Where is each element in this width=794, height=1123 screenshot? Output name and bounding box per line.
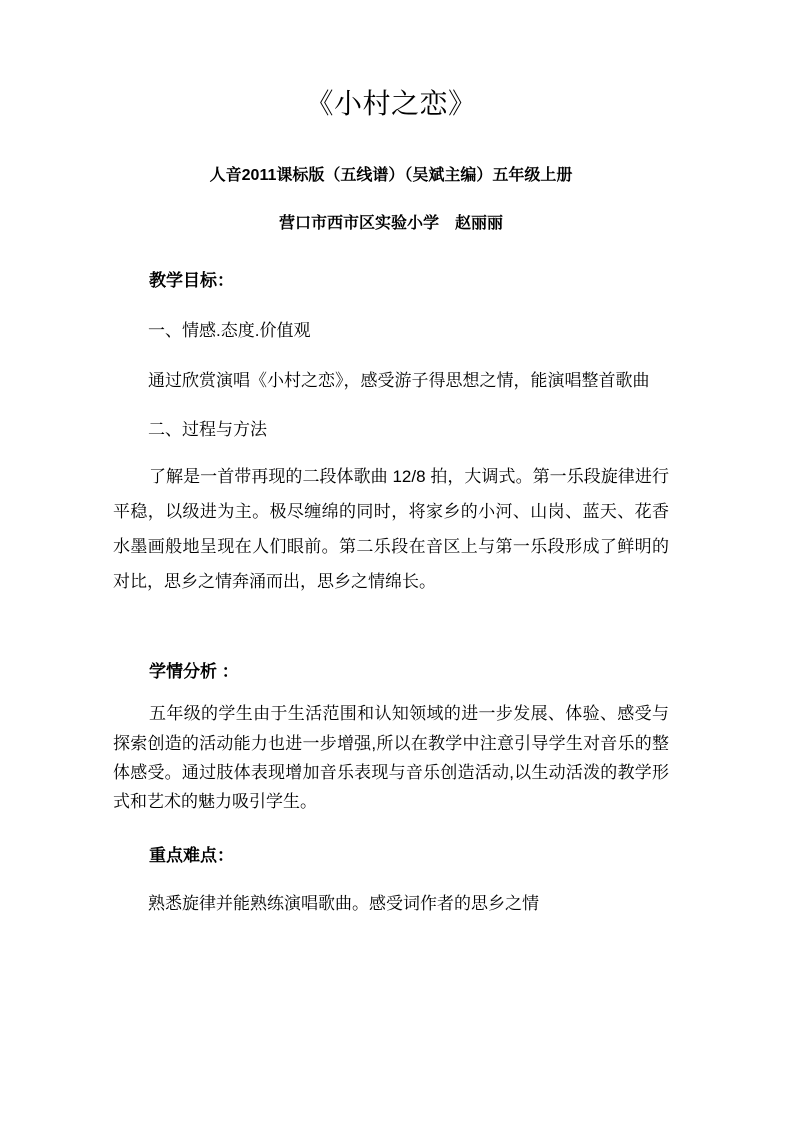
spacer: [113, 293, 669, 319]
objective-two-label: 二、过程与方法: [148, 420, 267, 440]
objective-one-label: 一、情感.态度.价值观: [148, 320, 311, 340]
spacer: [113, 600, 669, 660]
subtitle-author: 营口市西市区实验小学 赵丽丽: [278, 215, 503, 233]
objective-one-body: 通过欣赏演唱《小村之恋》，感受游子得思想之情，能演唱整首歌曲: [148, 370, 650, 390]
spacer: [113, 235, 669, 269]
spacer: [113, 392, 669, 418]
spacer: [113, 683, 669, 699]
heading-key-difficulties: 重点难点：: [149, 846, 234, 866]
student-analysis-body: 五年级的学生由于生活范围和认知领域的进一步发展、体验、感受与探索创造的活动能力也进一步增强,所以在教学中注意引导学生对音乐的整体感受。通过肢体表现增加音乐表现与音乐创造活动,以生动活泼的教学形式和艺术的魅力吸引学生。: [113, 704, 669, 812]
spacer: [113, 343, 669, 369]
page-title: 《小村之恋》: [305, 89, 477, 120]
heading-student-analysis: 学情分析 ：: [149, 661, 239, 681]
document-content: [113, 0, 669, 916]
spacer: [113, 816, 669, 844]
key-difficulties-body: 熟悉旋律并能熟练演唱歌曲。感受词作者的思乡之情: [148, 894, 539, 914]
spacer: [113, 868, 669, 892]
objective-two-body: 了解是一首带再现的二段体歌曲 12/8 拍，大调式。第一乐段旋律进行平稳，以级进为主。极尽缠绵的同时，将家乡的小河、山岗、蓝天、花香水墨画般地呈现在人们眼前。第二乐段在音区上与第一乐段形成了鲜明的对比，思乡之情奔涌而出，思乡之情绵长。: [113, 467, 669, 591]
subtitle-edition: 人音2011课标版（五线谱）（吴斌主编）五年级上册: [209, 166, 573, 184]
heading-teaching-objectives: 教学目标：: [149, 270, 234, 290]
spacer: [113, 442, 669, 460]
